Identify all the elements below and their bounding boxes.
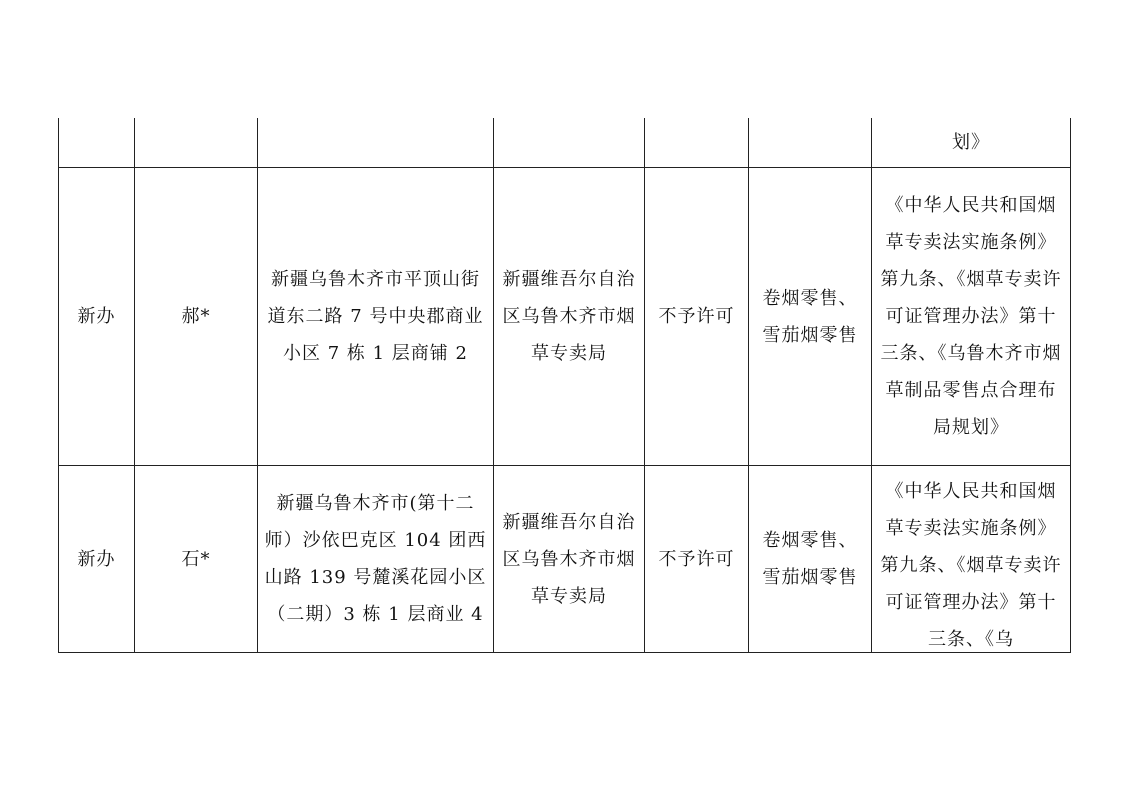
category-cell: 新办 — [59, 466, 135, 653]
table-row — [59, 118, 1071, 168]
scope-cell — [749, 118, 872, 168]
permit-decision-table — [58, 118, 1071, 653]
name-cell — [135, 118, 258, 168]
legal-basis-cell: 《中华人民共和国烟草专卖法实施条例》第九条、《烟草专卖许可证管理办法》第十三条、《乌鲁木齐市烟草制品零售点合理布局规划》 — [872, 168, 1071, 466]
scope-cell: 卷烟零售、雪茄烟零售 — [749, 466, 872, 653]
name-cell: 郝* — [135, 168, 258, 466]
authority-cell — [494, 118, 645, 168]
category-cell — [59, 118, 135, 168]
legal-basis-cell — [872, 466, 1071, 653]
address-cell: 新疆乌鲁木齐市(第十二师）沙依巴克区 104 团西山路 139 号麓溪花园小区（二期）3 栋 1 层商业 4 — [258, 466, 494, 653]
decision-cell — [645, 118, 749, 168]
legal-basis-text: 《中华人民共和国烟草专卖法实施条例》第九条、《烟草专卖许可证管理办法》第十三条、《乌 — [880, 481, 1062, 650]
authority-cell: 新疆维吾尔自治区乌鲁木齐市烟草专卖局 — [494, 168, 645, 466]
authority-cell: 新疆维吾尔自治区乌鲁木齐市烟草专卖局 — [494, 466, 645, 653]
address-cell — [258, 118, 494, 168]
decision-cell: 不予许可 — [645, 466, 749, 653]
scope-cell: 卷烟零售、雪茄烟零售 — [749, 168, 872, 466]
category-cell: 新办 — [59, 168, 135, 466]
legal-basis-cell: 划》 — [872, 118, 1071, 168]
table-row — [59, 466, 1071, 653]
name-cell: 石* — [135, 466, 258, 653]
decision-cell: 不予许可 — [645, 168, 749, 466]
address-cell: 新疆乌鲁木齐市平顶山街道东二路 7 号中央郡商业小区 7 栋 1 层商铺 2 — [258, 168, 494, 466]
table-row — [59, 168, 1071, 466]
